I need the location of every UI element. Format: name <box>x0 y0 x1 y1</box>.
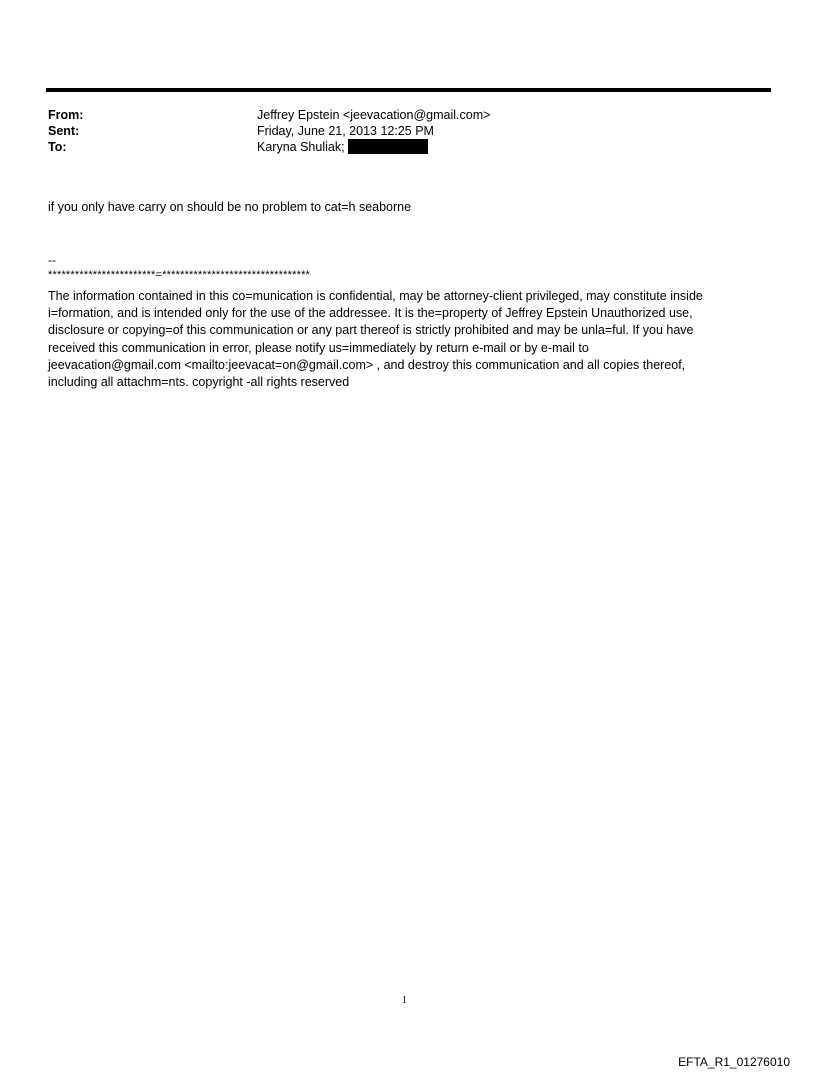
bates-number: EFTA_R1_01276010 <box>678 1055 790 1069</box>
signature-separator: -- <box>48 253 56 267</box>
disclaimer-line: The information contained in this co=munication is confidential, may be attorney-client privileged, may constitute inside <box>48 289 703 303</box>
confidentiality-disclaimer <box>48 288 778 391</box>
from-row <box>48 107 748 123</box>
disclaimer-line: jeevacation@gmail.com <mailto:jeevacat=on@gmail.com> , and destroy this communication and all copies thereof, <box>48 357 686 372</box>
redaction-box <box>348 139 428 154</box>
to-value: Karyna Shuliak; <box>257 140 345 154</box>
from-value: Jeffrey Epstein <jeevacation@gmail.com> <box>257 108 491 122</box>
message-body: if you only have carry on should be no problem to cat=h seaborne <box>48 200 412 214</box>
to-value-wrapper <box>257 139 428 155</box>
signature-star-line: ************************=********************************* <box>48 269 311 281</box>
to-label: To: <box>48 140 67 154</box>
disclaimer-line: i=formation, and is intended only for the use of the addressee. It is the=property of Jeffrey Epstein Unauthorized use, <box>48 306 693 321</box>
sent-label: Sent: <box>48 124 80 138</box>
disclaimer-line: disclosure or copying=of this communication or any part thereof is strictly prohibited and may be unla=ful. If you have <box>48 323 694 338</box>
sent-row <box>48 123 748 139</box>
to-row <box>48 139 748 155</box>
from-label: From: <box>48 108 84 122</box>
disclaimer-line: received this communication in error, please notify us=immediately by return e-mail or by e-mail to <box>48 340 589 355</box>
email-header <box>48 107 748 155</box>
header-rule <box>46 88 771 92</box>
page-number: 1 <box>402 995 407 1006</box>
disclaimer-line: including all attachm=nts. copyright -all rights reserved <box>48 375 350 390</box>
sent-value: Friday, June 21, 2013 12:25 PM <box>257 124 434 138</box>
